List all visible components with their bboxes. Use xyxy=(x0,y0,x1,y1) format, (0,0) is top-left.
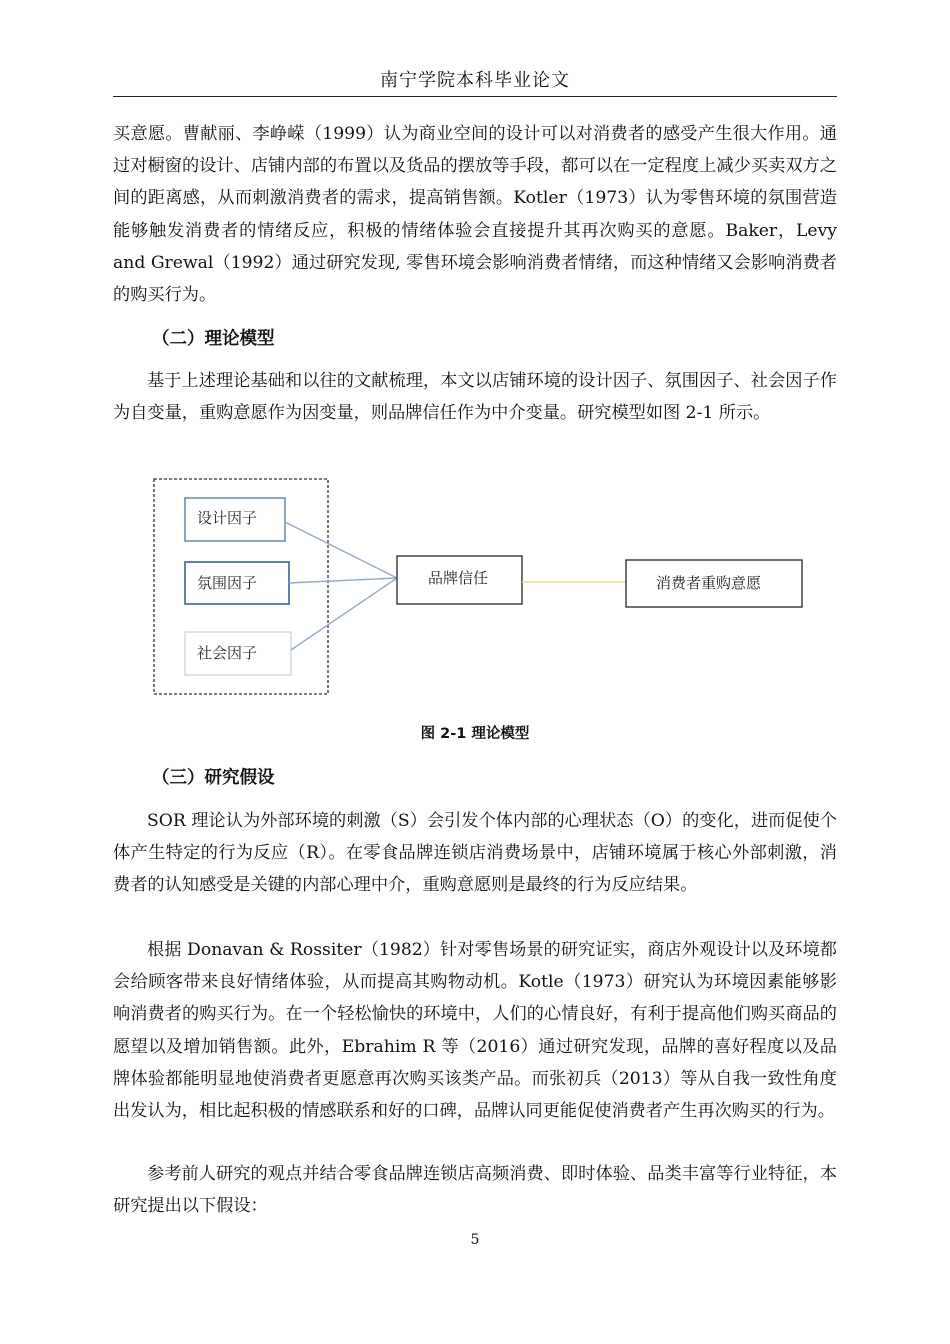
section-heading-hypotheses: （三）研究假设 xyxy=(152,768,275,788)
page-number: 5 xyxy=(470,1232,480,1248)
figure-caption: 图 2-1 理论模型 xyxy=(420,726,530,742)
paragraph-model-intro: 基于上述理论基础和以往的文献梳理，本文以店铺环境的设计因子、氛围因子、社会因子作为自变量，重购意愿作为因变量，则品牌信任作为中介变量。研究模型如图 2-1 所示。 xyxy=(113,371,837,424)
paragraph-sor-theory: SOR 理论认为外部环境的刺激（S）会引发个体内部的心理状态（O）的变化，进而促使个体产生特定的行为反应（R）。在零食品牌连锁店消费场景中，店铺环境属于核心外部刺激，消费者的认知感受是关键的内部心理中介，重购意愿则是最终的行为反应结果。 xyxy=(113,811,837,896)
repurchase-intention-label: 消费者重购意愿 xyxy=(656,574,762,592)
atmosphere-factor-label: 氛围因子 xyxy=(197,574,258,592)
atmosphere-to-trust-connector xyxy=(289,578,397,583)
section-heading-theoretical-model: （二）理论模型 xyxy=(152,329,275,349)
brand-trust-label: 品牌信任 xyxy=(428,569,489,587)
social-to-trust-connector xyxy=(291,578,397,650)
paragraph-hypotheses-intro: 参考前人研究的观点并结合零食品牌连锁店高频消费、即时体验、品类丰富等行业特征，本研究提出以下假设： xyxy=(113,1164,837,1217)
design-to-trust-connector xyxy=(285,522,397,578)
running-header: 南宁学院本科毕业论文 xyxy=(380,70,570,91)
paragraph-literature-support: 根据 Donavan & Rossiter（1982）针对零售场景的研究证实，商店外观设计以及环境都会给顾客带来良好情绪体验，从而提高其购物动机。Kotle（1973）研究认为环境因素能够影响消费者的购买行为。在一个轻松愉快的环境中，人们的心情良好，有利于提高他们购买商品的愿望以及增加销售额。此外，Ebrahim R 等（2016）通过研究发现，品牌的喜好程度以及品牌体验都能明显地使消费者更愿意再次购买该类产品。而张初兵（2013）等从自我一致性角度出发认为，相比起积极的情感联系和好的口碑，品牌认同更能促使消费者产生再次购买的行为。 xyxy=(113,940,837,1122)
design-factor-label: 设计因子 xyxy=(197,509,258,527)
paragraph-continued: 买意愿。曹献丽、李峥嵘（1999）认为商业空间的设计可以对消费者的感受产生很大作用。通过对橱窗的设计、店铺内部的布置以及货品的摆放等手段，都可以在一定程度上减少买卖双方之间的距离感，从而刺激消费者的需求，提高销售额。Kotler（1973）认为零售环境的氛围营造能够触发消费者的情绪反应，积极的情绪体验会直接提升其再次购买的意愿。Baker，Levy and Grewal（1992）通过研究发现, 零售环境会影响消费者情绪，而这种情绪又会影响消费者的购买行为。 xyxy=(113,124,837,306)
social-factor-label: 社会因子 xyxy=(197,644,258,662)
